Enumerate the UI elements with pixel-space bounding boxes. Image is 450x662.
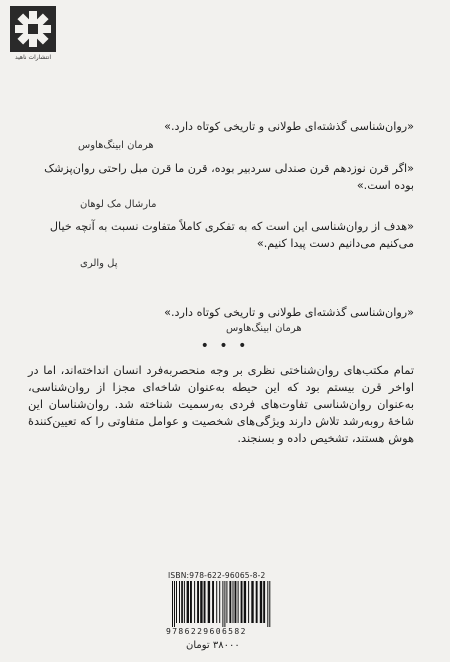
barcode bbox=[170, 581, 287, 627]
quote-3-author: پل والری bbox=[80, 258, 118, 269]
description-paragraph: تمام مکتب‌های روان‌شناختی نظری بر وجه منحصربه‌فرد انسان انداخته‌اند، اما در اواخر قرن بیستم بود که این حیطه به‌عنوان شاخه‌ای مجزا از روان‌شناسی، به‌عنوان روان‌شناسی تفاوت‌های فردی به‌رسمیت شناخته شد. روان‌شناسان این شاخهٔ رو‌به‌رشد تلاش دارند ویژگی‌های شخصیت و عوامل متفاوتی را که تعیین‌کنندهٔ هوش هستند، تشخیص داده و بسنجند. bbox=[28, 363, 414, 445]
publisher-name: انتشارات ناهید bbox=[14, 54, 52, 61]
quote-3: «هدف از روان‌شناسی این است که به تفکری کاملاً متفاوت نسبت به آنچه خیال می‌کنیم می‌دانیم دست پیدا کنیم.» bbox=[49, 220, 414, 250]
quote-4-author: هرمان ابینگ‌هاوس bbox=[226, 323, 302, 334]
quote-2: «اگر قرن نوزدهم قرن صندلی سردبیر بوده، قرن ما قرن مبل راحتی روان‌پزشک بوده است.» bbox=[44, 162, 414, 192]
quote-2-author: مارشال مک لوهان bbox=[80, 199, 157, 210]
publisher-logo bbox=[10, 6, 56, 61]
price: ۳۸۰۰۰ تومان bbox=[186, 640, 240, 651]
isbn: ISBN:978-622-96065-8-2 bbox=[168, 571, 266, 580]
quote-1: «روان‌شناسی گذشته‌ای طولانی و تاریخی کوتاه دارد.» bbox=[164, 120, 414, 133]
barcode-number: 9786229606582 bbox=[166, 627, 247, 636]
star-emblem-icon bbox=[10, 6, 56, 52]
quote-1-author: هرمان ابینگ‌هاوس bbox=[78, 140, 154, 151]
section-separator: • • • bbox=[200, 338, 250, 354]
quote-4: «روان‌شناسی گذشته‌ای طولانی و تاریخی کوتاه دارد.» bbox=[164, 306, 414, 319]
